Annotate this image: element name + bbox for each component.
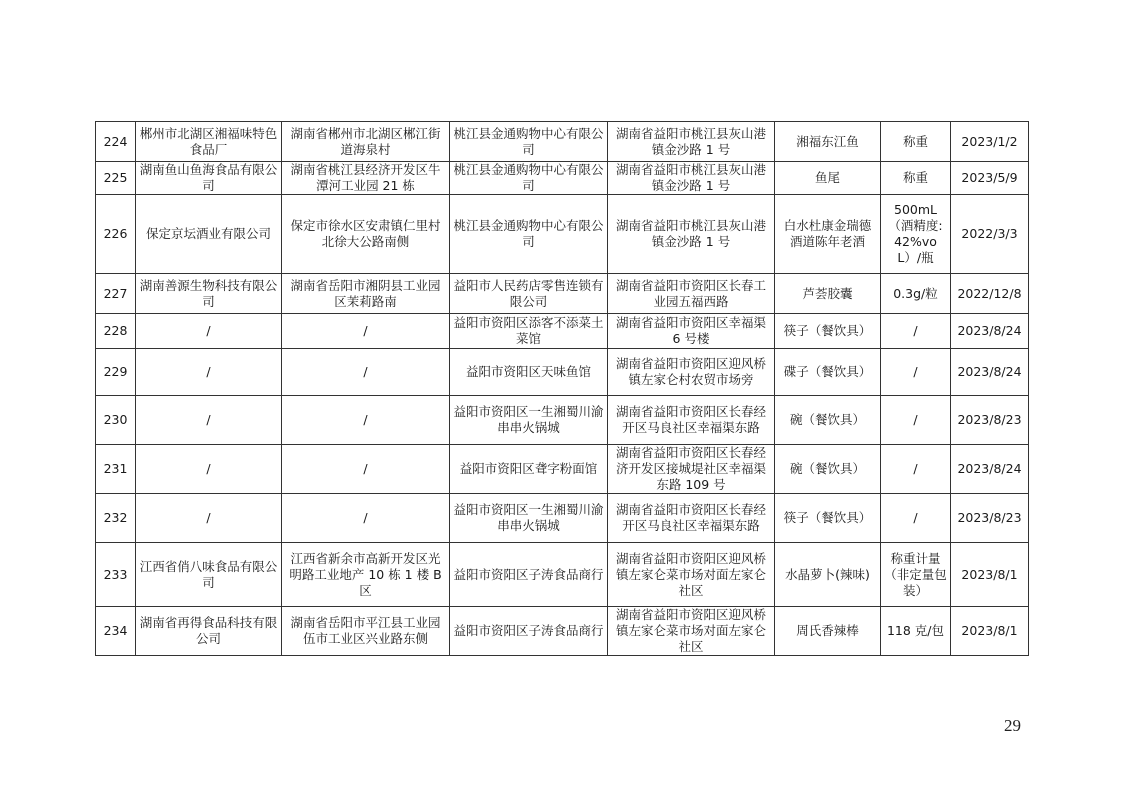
cell-row-number: 225 <box>96 162 136 195</box>
cell-seller-name: 益阳市资阳区一生湘蜀川渝串串火锅城 <box>450 494 608 543</box>
cell-manufacturer-name: 郴州市北湖区湘福味特色食品厂 <box>136 122 282 162</box>
table-row <box>96 349 1029 396</box>
cell-manufacturer-name: / <box>136 349 282 396</box>
cell-product-name: 筷子（餐饮具） <box>775 314 881 349</box>
cell-seller-name: 益阳市人民药店零售连锁有限公司 <box>450 274 608 314</box>
cell-seller-address: 湖南省益阳市资阳区迎风桥镇左家仑菜市场对面左家仑社区 <box>608 543 775 607</box>
cell-seller-address: 湖南省益阳市资阳区幸福渠 6 号楼 <box>608 314 775 349</box>
cell-manufacturer-address: / <box>282 349 450 396</box>
table-row <box>96 396 1029 445</box>
cell-row-number: 232 <box>96 494 136 543</box>
cell-product-name: 白水杜康金瑞德酒道陈年老酒 <box>775 195 881 274</box>
table-row <box>96 314 1029 349</box>
cell-row-number: 231 <box>96 445 136 494</box>
cell-seller-address: 湖南省益阳市桃江县灰山港镇金沙路 1 号 <box>608 122 775 162</box>
cell-production-date: 2023/8/23 <box>951 396 1029 445</box>
cell-row-number: 226 <box>96 195 136 274</box>
cell-seller-address: 湖南省益阳市桃江县灰山港镇金沙路 1 号 <box>608 162 775 195</box>
cell-row-number: 228 <box>96 314 136 349</box>
cell-manufacturer-name: / <box>136 314 282 349</box>
cell-seller-address: 湖南省益阳市资阳区长春经开区马良社区幸福渠东路 <box>608 494 775 543</box>
cell-specification: 118 克/包 <box>881 607 951 656</box>
table-row <box>96 195 1029 274</box>
cell-manufacturer-address: 湖南省岳阳市湘阴县工业园区茉莉路南 <box>282 274 450 314</box>
cell-manufacturer-address: / <box>282 396 450 445</box>
cell-manufacturer-address: 保定市徐水区安肃镇仁里村北徐大公路南侧 <box>282 195 450 274</box>
cell-manufacturer-address: 江西省新余市高新开发区光明路工业地产 10 栋 1 楼 B 区 <box>282 543 450 607</box>
cell-product-name: 水晶萝卜(辣味) <box>775 543 881 607</box>
cell-seller-address: 湖南省益阳市资阳区长春经开区马良社区幸福渠东路 <box>608 396 775 445</box>
cell-production-date: 2023/8/1 <box>951 543 1029 607</box>
cell-manufacturer-name: / <box>136 494 282 543</box>
table-row <box>96 122 1029 162</box>
cell-seller-name: 益阳市资阳区天味鱼馆 <box>450 349 608 396</box>
data-table <box>95 121 1029 656</box>
cell-manufacturer-name: 保定京坛酒业有限公司 <box>136 195 282 274</box>
table-row <box>96 445 1029 494</box>
table-row <box>96 162 1029 195</box>
cell-specification: 0.3g/粒 <box>881 274 951 314</box>
cell-seller-address: 湖南省益阳市资阳区长春经济开发区接城堤社区幸福渠东路 109 号 <box>608 445 775 494</box>
cell-production-date: 2023/8/24 <box>951 445 1029 494</box>
cell-product-name: 湘福东江鱼 <box>775 122 881 162</box>
cell-specification: 称重 <box>881 122 951 162</box>
cell-specification: 称重计量（非定量包装） <box>881 543 951 607</box>
cell-seller-name: 益阳市资阳区一生湘蜀川渝串串火锅城 <box>450 396 608 445</box>
table-row <box>96 274 1029 314</box>
cell-specification: / <box>881 349 951 396</box>
cell-product-name: 筷子（餐饮具） <box>775 494 881 543</box>
cell-production-date: 2023/1/2 <box>951 122 1029 162</box>
table-body <box>96 122 1029 656</box>
cell-product-name: 芦荟胶囊 <box>775 274 881 314</box>
cell-manufacturer-name: 湖南鱼山鱼海食品有限公司 <box>136 162 282 195</box>
cell-specification: / <box>881 445 951 494</box>
cell-manufacturer-address: 湖南省郴州市北湖区郴江街道海泉村 <box>282 122 450 162</box>
cell-row-number: 234 <box>96 607 136 656</box>
cell-production-date: 2023/8/23 <box>951 494 1029 543</box>
table-row <box>96 494 1029 543</box>
table-row <box>96 543 1029 607</box>
cell-manufacturer-name: 江西省俏八味食品有限公司 <box>136 543 282 607</box>
cell-row-number: 230 <box>96 396 136 445</box>
cell-manufacturer-address: 湖南省岳阳市平江县工业园伍市工业区兴业路东侧 <box>282 607 450 656</box>
cell-production-date: 2023/8/24 <box>951 349 1029 396</box>
cell-manufacturer-name: / <box>136 445 282 494</box>
cell-seller-name: 桃江县金通购物中心有限公司 <box>450 122 608 162</box>
cell-seller-address: 湖南省益阳市资阳区长春工业园五福西路 <box>608 274 775 314</box>
cell-specification: / <box>881 494 951 543</box>
cell-row-number: 224 <box>96 122 136 162</box>
cell-seller-name: 益阳市资阳区添客不添菜土菜馆 <box>450 314 608 349</box>
cell-product-name: 鱼尾 <box>775 162 881 195</box>
cell-seller-name: 桃江县金通购物中心有限公司 <box>450 162 608 195</box>
cell-seller-address: 湖南省益阳市桃江县灰山港镇金沙路 1 号 <box>608 195 775 274</box>
cell-product-name: 碗（餐饮具） <box>775 396 881 445</box>
cell-manufacturer-address: / <box>282 445 450 494</box>
cell-row-number: 233 <box>96 543 136 607</box>
cell-manufacturer-address: / <box>282 314 450 349</box>
cell-production-date: 2023/8/1 <box>951 607 1029 656</box>
cell-manufacturer-address: / <box>282 494 450 543</box>
cell-product-name: 周氏香辣棒 <box>775 607 881 656</box>
cell-row-number: 227 <box>96 274 136 314</box>
cell-specification: 称重 <box>881 162 951 195</box>
cell-manufacturer-name: 湖南善源生物科技有限公司 <box>136 274 282 314</box>
table-row <box>96 607 1029 656</box>
cell-specification: 500mL（酒精度: 42%voL）/瓶 <box>881 195 951 274</box>
cell-production-date: 2022/12/8 <box>951 274 1029 314</box>
cell-seller-name: 益阳市资阳区子涛食品商行 <box>450 543 608 607</box>
cell-seller-address: 湖南省益阳市资阳区迎风桥镇左家仑村农贸市场旁 <box>608 349 775 396</box>
page-number: 29 <box>1004 716 1021 735</box>
cell-seller-name: 益阳市资阳区子涛食品商行 <box>450 607 608 656</box>
cell-seller-name: 益阳市资阳区聋字粉面馆 <box>450 445 608 494</box>
cell-production-date: 2023/5/9 <box>951 162 1029 195</box>
cell-row-number: 229 <box>96 349 136 396</box>
cell-specification: / <box>881 396 951 445</box>
cell-production-date: 2022/3/3 <box>951 195 1029 274</box>
cell-specification: / <box>881 314 951 349</box>
cell-seller-address: 湖南省益阳市资阳区迎风桥镇左家仑菜市场对面左家仑社区 <box>608 607 775 656</box>
cell-manufacturer-address: 湖南省桃江县经济开发区牛潭河工业园 21 栋 <box>282 162 450 195</box>
cell-manufacturer-name: / <box>136 396 282 445</box>
cell-product-name: 碗（餐饮具） <box>775 445 881 494</box>
cell-manufacturer-name: 湖南省再得食品科技有限公司 <box>136 607 282 656</box>
cell-production-date: 2023/8/24 <box>951 314 1029 349</box>
cell-product-name: 碟子（餐饮具） <box>775 349 881 396</box>
cell-seller-name: 桃江县金通购物中心有限公司 <box>450 195 608 274</box>
